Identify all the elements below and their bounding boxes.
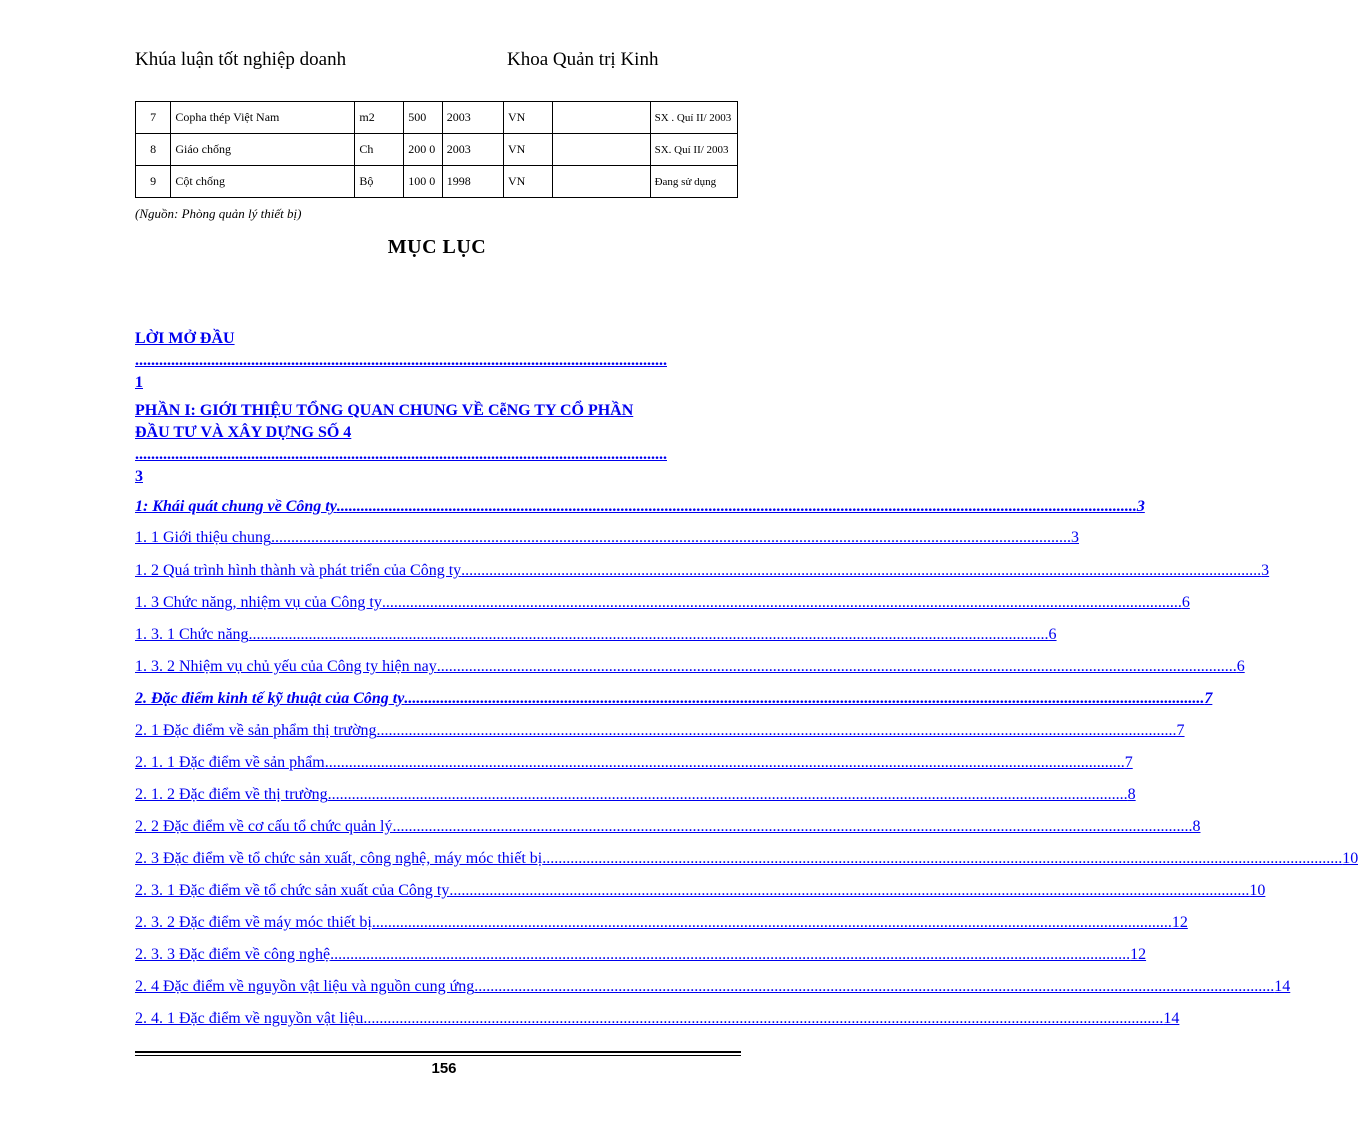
toc-entry-row	[135, 496, 1145, 518]
toc-entry-title: 2. 3. 1 Đặc điểm về tổ chức sản xuất của Công ty	[135, 882, 450, 899]
toc-title: MỤC LỤC	[387, 236, 487, 258]
toc-entry-page: 7	[1176, 722, 1185, 739]
toc-entry-title: 2. 3. 3 Đặc điểm về công nghệ	[135, 946, 331, 963]
toc-entry-title: 2. 1 Đặc điểm về sản phẩm thị trường	[135, 722, 377, 739]
toc-leader-dots: ........................................................................................................................................................................................................	[381, 594, 1182, 611]
table-cell-qty: 500	[404, 102, 442, 134]
toc-part1-title-line2: ĐẦU TƯ VÀ XÂY DỰNG SỐ 4	[135, 424, 352, 441]
toc-entry-page: 7	[1124, 754, 1133, 771]
table-row	[136, 134, 738, 166]
footer-rule-thick	[135, 1051, 741, 1053]
toc-entry-title: 2. 2 Đặc điểm về cơ cấu tổ chức quản lý	[135, 818, 393, 835]
toc-entry-page: 6	[1048, 626, 1057, 643]
toc-entry-title: 1. 3. 2 Nhiệm vụ chủ yếu của Công ty hiện nay	[135, 658, 437, 675]
toc-entry-page: 12	[1171, 914, 1188, 931]
toc-entry[interactable]	[135, 880, 1266, 902]
toc-entry[interactable]	[135, 496, 1145, 518]
toc-entry-title: 2. 3. 2 Đặc điểm về máy móc thiết bị	[135, 914, 372, 931]
table-cell-blank	[552, 166, 650, 198]
table-cell-year: 2003	[442, 134, 503, 166]
toc-entry-row	[135, 976, 1291, 998]
toc-leader-dots: ........................................................................................................................................................................................................	[542, 850, 1343, 867]
toc-part1-page: 3	[135, 468, 143, 485]
header-left-text: Khúa luận tốt nghiệp doanh	[135, 49, 347, 70]
toc-leader-dots: ........................................................................................................................................................................................................	[363, 1010, 1164, 1027]
toc-entry-row	[135, 816, 1201, 838]
table-cell-name: Copha thép Việt Nam	[171, 102, 355, 134]
toc-leader-dots: ........................................................................................................................................................................................................	[449, 882, 1250, 899]
toc-entry[interactable]	[135, 688, 1213, 710]
table-cell-no: 9	[136, 166, 171, 198]
toc-leader-dots: .....................................................................................................................................	[135, 446, 667, 463]
toc-leader-dots: ........................................................................................................................................................................................................	[474, 978, 1275, 995]
toc-entry[interactable]	[135, 624, 1057, 646]
toc-entry-row	[135, 624, 1057, 646]
toc-entry-page: 8	[1192, 818, 1201, 835]
toc-entry-row	[135, 784, 1136, 806]
toc-entry-page: 10	[1249, 882, 1266, 899]
table-cell-unit: m2	[355, 102, 404, 134]
toc-entry-page: 3	[1136, 498, 1145, 515]
toc-entry-title: 2. 1. 1 Đặc điểm về sản phẩm	[135, 754, 325, 771]
table-cell-note: SX . Quí II/ 2003	[650, 102, 737, 134]
toc-entry[interactable]	[135, 592, 1190, 614]
toc-entry-title: 2. 1. 2 Đặc điểm về thị trường	[135, 786, 328, 803]
table-cell-year: 2003	[442, 102, 503, 134]
equipment-table	[135, 101, 738, 198]
toc-entry[interactable]	[135, 912, 1188, 934]
table-cell-blank	[552, 134, 650, 166]
toc-entry-page: 12	[1130, 946, 1147, 963]
toc-leader-dots: ........................................................................................................................................................................................................	[371, 914, 1172, 931]
table-row	[136, 102, 738, 134]
toc-entry[interactable]	[135, 720, 1185, 742]
toc-entry[interactable]	[135, 848, 1358, 870]
toc-entry[interactable]	[135, 784, 1136, 806]
toc-entry-page: 10	[1342, 850, 1358, 867]
toc-leader-dots: ........................................................................................................................................................................................................	[327, 786, 1128, 803]
footer-rule-thin	[135, 1055, 741, 1056]
toc-entry[interactable]	[135, 944, 1147, 966]
toc-entry-row	[135, 912, 1188, 934]
table-cell-origin: VN	[504, 134, 553, 166]
toc-entry[interactable]	[135, 656, 1245, 678]
table-cell-blank	[552, 102, 650, 134]
table-cell-origin: VN	[504, 166, 553, 198]
toc-leader-dots: ........................................................................................................................................................................................................	[376, 722, 1177, 739]
toc-leader-dots: .....................................................................................................................................	[135, 352, 667, 369]
toc-leader-dots: ........................................................................................................................................................................................................	[336, 498, 1137, 515]
table-cell-name: Cột chống	[171, 166, 355, 198]
toc-leader-dots: ........................................................................................................................................................................................................	[248, 626, 1049, 643]
toc-entry-page: 6	[1181, 594, 1190, 611]
toc-entry-row	[135, 527, 1079, 549]
toc-entry-title: 1. 3 Chức năng, nhiệm vụ của Công ty	[135, 594, 382, 611]
toc-entry-title: 2. 3 Đặc điểm về tổ chức sản xuất, công nghệ, máy móc thiết bị	[135, 850, 543, 867]
table-cell-note: Đang sử dụng	[650, 166, 737, 198]
toc-entry-row	[135, 752, 1133, 774]
toc-entry[interactable]	[135, 752, 1133, 774]
toc-leader-dots: ........................................................................................................................................................................................................	[324, 754, 1125, 771]
toc-entry[interactable]	[135, 816, 1201, 838]
table-cell-no: 8	[136, 134, 171, 166]
toc-entry[interactable]	[135, 976, 1291, 998]
toc-entry-title: 2. Đặc điểm kinh tế kỹ thuật của Công ty	[135, 690, 405, 707]
header-right-text: Khoa Quản trị Kinh	[507, 49, 659, 70]
toc-leader-dots: ........................................................................................................................................................................................................	[404, 690, 1205, 707]
toc-link-part1[interactable]	[135, 400, 738, 488]
toc-leader-dots: ........................................................................................................................................................................................................	[436, 658, 1237, 675]
toc-entry-row	[135, 720, 1185, 742]
toc-entry-page: 7	[1204, 690, 1213, 707]
toc-entry-row	[135, 880, 1266, 902]
toc-entry-title: 1. 3. 1 Chức năng	[135, 626, 249, 643]
table-cell-no: 7	[136, 102, 171, 134]
toc-entry-page: 14	[1163, 1010, 1180, 1027]
table-cell-qty: 200 0	[404, 134, 442, 166]
toc-leader-dots: ........................................................................................................................................................................................................	[461, 562, 1262, 579]
toc-link-intro[interactable]	[135, 328, 738, 394]
table-cell-origin: VN	[504, 102, 553, 134]
toc-entry-page: 14	[1274, 978, 1291, 995]
toc-entry-page: 3	[1261, 562, 1270, 579]
toc-entry-row	[135, 688, 1213, 710]
toc-entry-page: 6	[1236, 658, 1245, 675]
toc-entry-page: 3	[1071, 529, 1079, 546]
toc-entry-title: 1. 2 Quá trình hình thành và phát triển của Công ty	[135, 562, 462, 579]
source-note: (Nguồn: Phòng quản lý thiết bị)	[135, 206, 302, 221]
toc-intro-page: 1	[135, 374, 143, 391]
toc-entry-row	[135, 656, 1245, 678]
table-cell-note: SX. Quí II/ 2003	[650, 134, 737, 166]
toc-leader-dots: ........................................................................................................................................................................................................	[392, 818, 1193, 835]
table-cell-name: Giáo chống	[171, 134, 355, 166]
table-row	[136, 166, 738, 198]
toc-entry-title: 2. 4 Đặc điểm về nguyồn vật liệu và nguồn cung ứng	[135, 978, 475, 995]
toc-entry-title: 1. 1 Giới thiệu chung	[135, 529, 271, 546]
page-number: 156	[431, 1060, 457, 1077]
toc-entry[interactable]	[135, 1008, 1180, 1030]
toc-entry-row	[135, 592, 1190, 614]
toc-leader-dots: ........................................................................................................................................................................................................	[271, 529, 1071, 546]
toc-entry[interactable]	[135, 560, 1270, 582]
toc-entry-page: 8	[1127, 786, 1136, 803]
toc-entry-row	[135, 848, 1358, 870]
table-cell-unit: Bộ	[355, 166, 404, 198]
toc-part1-title-line1: PHẦN I: GIỚI THIỆU TỔNG QUAN CHUNG VỀ CễNG TY CỔ PHẦN	[135, 402, 634, 419]
table-cell-year: 1998	[442, 166, 503, 198]
toc-entry-row	[135, 1008, 1180, 1030]
toc-entry-title: 1: Khái quát chung về Công ty	[135, 498, 337, 515]
toc-intro-title: LỜI MỞ ĐẦU	[135, 330, 235, 347]
table-cell-qty: 100 0	[404, 166, 442, 198]
toc-entry-title: 2. 4. 1 Đặc điểm về nguyồn vật liệu	[135, 1010, 364, 1027]
toc-entry-row	[135, 560, 1270, 582]
table-cell-unit: Ch	[355, 134, 404, 166]
toc-entry-row	[135, 944, 1147, 966]
toc-leader-dots: ........................................................................................................................................................................................................	[330, 946, 1131, 963]
toc-entry[interactable]	[135, 527, 1079, 549]
